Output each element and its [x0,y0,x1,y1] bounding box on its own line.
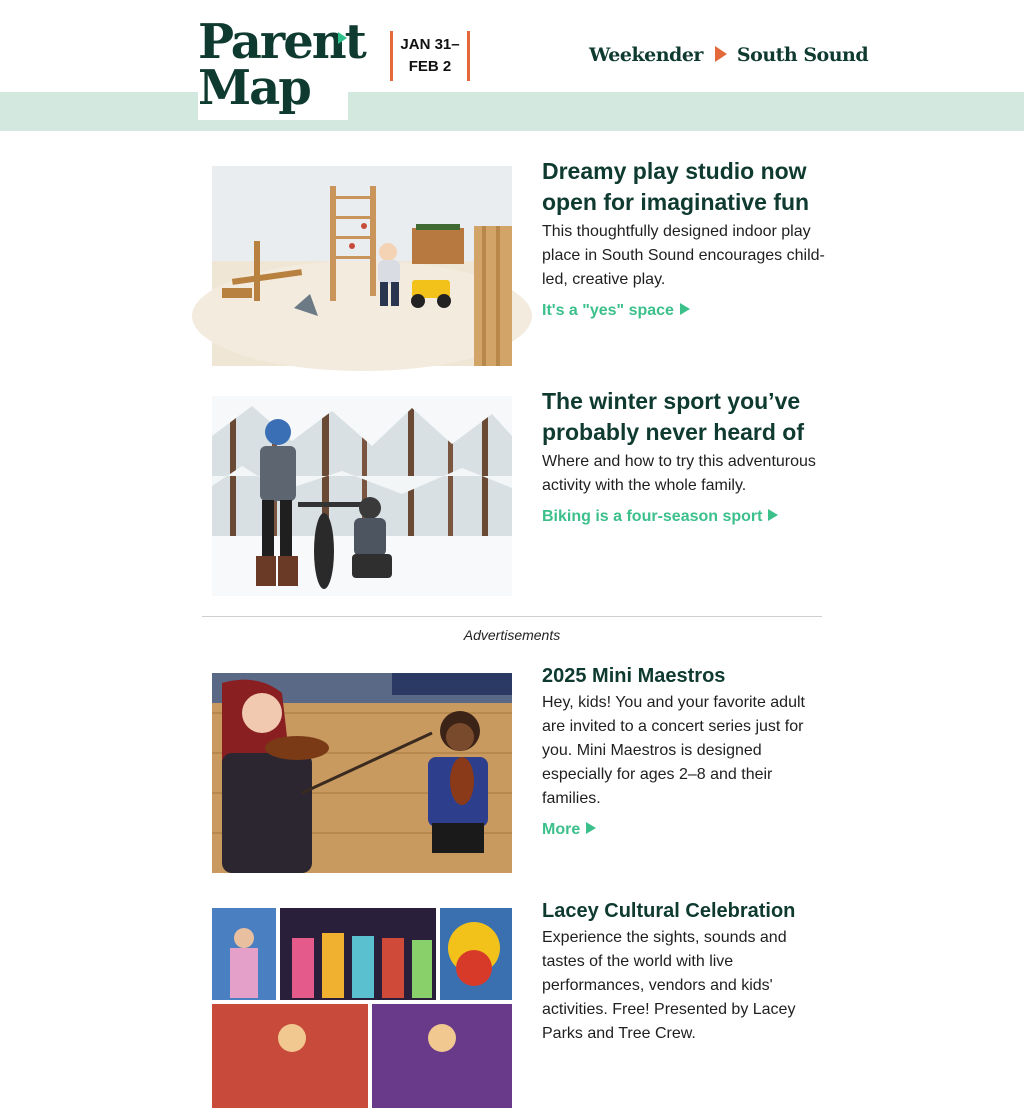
logo-triangle-icon [338,32,347,44]
ad-desc-line: activities. Free! Presented by Lacey [542,1001,796,1018]
ad-image-lacey-cultural[interactable] [212,908,512,1108]
header-band [0,92,1024,131]
logo-text-parent: Parent [198,14,365,70]
advertisements-label: Advertisements [463,627,561,643]
ad-copy [542,663,827,839]
cta-label: Biking is a four-season sport [542,508,763,525]
ad-desc-line: Hey, kids! You and your favorite adult [542,694,805,711]
cta-label: More [542,821,581,838]
ad-desc-line: families. [542,790,601,807]
edition-region: South Sound [736,44,869,66]
article-desc-line: Where and how to try this adventurous [542,453,816,470]
article-description [542,220,827,292]
parentmap-logo[interactable] [198,14,365,120]
ad-desc-line: especially for ages 2–8 and their [542,766,773,783]
ad-desc-line: tastes of the world with live [542,953,734,970]
email-header [0,0,1024,131]
ad-desc-line: performances, vendors and kids' [542,977,773,994]
article-title-line: probably never heard of [542,419,805,445]
issue-date-range [390,31,470,81]
play-studio-photo [212,166,512,366]
article-copy [542,156,827,320]
article-copy [542,386,827,526]
logo-text-map: Map [198,60,310,116]
ad-lacey-cultural [212,900,824,1042]
article-title-line: The winter sport you’ve [542,388,801,414]
play-triangle-icon [715,46,727,62]
edition-label [589,44,868,70]
ad-title[interactable]: 2025 Mini Maestros [542,665,726,687]
article-desc-line: This thoughtfully designed indoor play [542,223,811,240]
play-arrow-icon [680,303,690,315]
ad-copy [542,898,827,1046]
ad-desc-line: are invited to a concert series just for [542,718,804,735]
article-desc-line: place in South Sound encourages child- [542,247,825,264]
cta-label: It's a "yes" space [542,302,674,319]
article-title-line: Dreamy play studio now [542,158,807,184]
cultural-celebration-collage [212,908,512,1108]
date-end: FEB 2 [408,58,452,75]
ad-more-link[interactable] [542,821,596,839]
date-start: JAN 31– [400,36,460,53]
ad-mini-maestros [212,665,824,873]
ad-description [542,691,827,811]
play-arrow-icon [586,822,596,834]
ad-desc-line: you. Mini Maestros is designed [542,742,762,759]
article-title[interactable] [542,386,827,448]
ad-desc-line: Parks and Tree Crew. [542,1025,696,1042]
article-desc-line: activity with the whole family. [542,477,747,494]
section-divider [202,616,822,617]
article-read-more-link[interactable] [542,508,778,526]
ad-description [542,926,827,1046]
article-read-more-link[interactable] [542,302,690,320]
article-description [542,450,827,498]
article-play-studio [212,158,825,366]
article-winter-sport [212,388,824,595]
edition-weekender: Weekender [589,44,703,66]
violin-concert-photo [212,673,512,873]
fat-bike-snow-photo [212,396,512,596]
play-arrow-icon [768,509,778,521]
article-image-winter-sport[interactable] [212,396,512,596]
article-title[interactable] [542,156,827,218]
ad-title[interactable]: Lacey Cultural Celebration [542,900,796,922]
article-image-play-studio[interactable] [212,166,512,366]
article-title-line: open for imaginative fun [542,189,810,215]
ad-image-mini-maestros[interactable] [212,673,512,873]
article-desc-line: led, creative play. [542,271,666,288]
ad-desc-line: Experience the sights, sounds and [542,929,787,946]
